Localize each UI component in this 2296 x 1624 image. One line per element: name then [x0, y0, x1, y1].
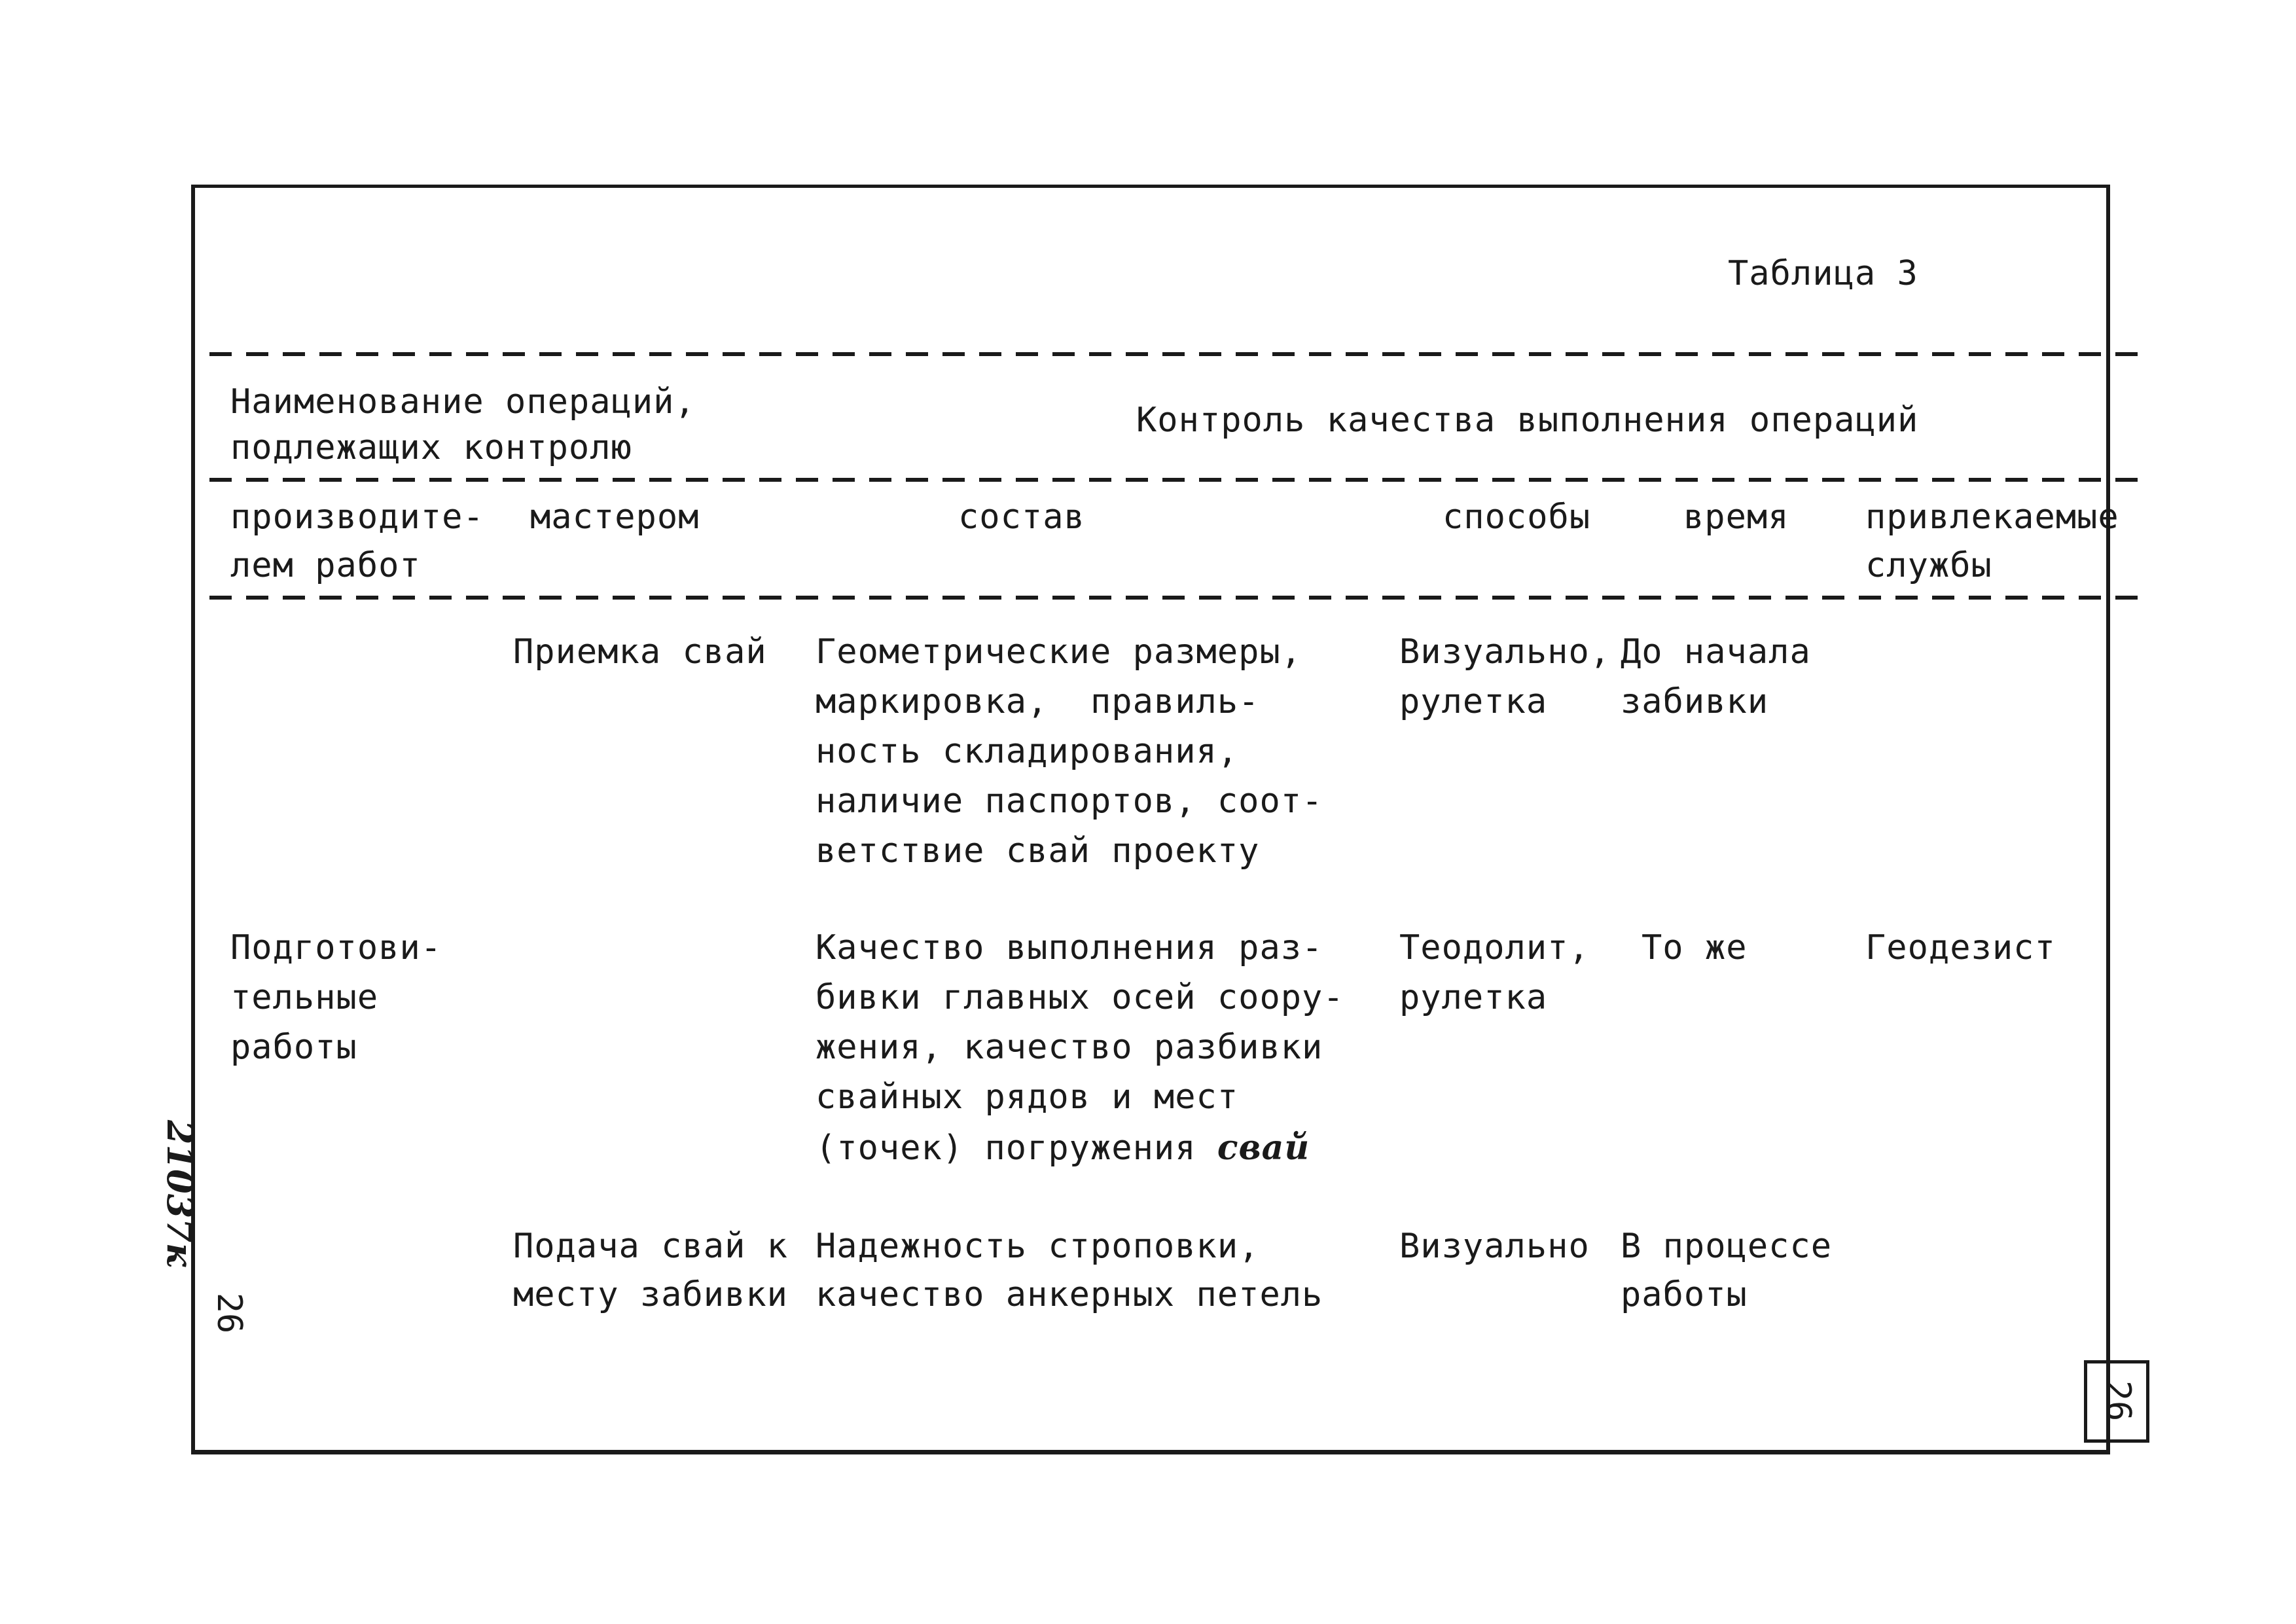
- row1-time-1: До начала: [1621, 632, 1811, 672]
- row2-services-1: Геодезист: [1865, 928, 2056, 967]
- row2-producer-3: работы: [230, 1028, 357, 1067]
- row2-composition-4: свайных рядов и мест: [816, 1077, 1239, 1117]
- subheader-time: время: [1683, 497, 1789, 537]
- row1-composition-1: Геометрические размеры,: [816, 632, 1302, 672]
- dashed-rule-middle: [209, 478, 2140, 482]
- row3-time-2: работы: [1621, 1275, 1748, 1314]
- subheader-services-line1: привлекаемые: [1865, 497, 2119, 537]
- row2-methods-2: рулетка: [1399, 978, 1548, 1017]
- row2-composition-handwritten: свай: [1217, 1128, 1310, 1168]
- subheader-master: мастером: [530, 497, 700, 537]
- row3-master-1: Подача свай к: [513, 1227, 788, 1266]
- row2-composition-2: бивки главных осей соору-: [816, 978, 1344, 1017]
- row3-composition-1: Надежность строповки,: [816, 1227, 1260, 1266]
- margin-doc-number: 21037к: [159, 1120, 201, 1267]
- subheader-services-line2: службы: [1865, 546, 1992, 585]
- row1-methods-1: Визуально,: [1399, 632, 1611, 672]
- row3-master-2: месту забивки: [513, 1275, 788, 1314]
- header-quality-control: Контроль качества выполнения операций: [1136, 401, 1919, 440]
- subheader-composition: состав: [958, 497, 1085, 537]
- row1-composition-2: маркировка, правиль-: [816, 682, 1260, 721]
- row3-methods-1: Визуально: [1399, 1227, 1590, 1266]
- margin-page-number: 26: [209, 1292, 249, 1334]
- dashed-rule-bottom: [209, 596, 2140, 600]
- row3-composition-2: качество анкерных петель: [816, 1275, 1323, 1314]
- row2-composition-3: жения, качество разбивки: [816, 1028, 1323, 1067]
- row1-time-2: забивки: [1621, 682, 1769, 721]
- row2-composition-5-text: (точек) погружения: [816, 1128, 1196, 1168]
- header-operations-line1: Наименование операций,: [230, 382, 696, 422]
- row1-composition-4: наличие паспортов, соот-: [816, 782, 1323, 821]
- row1-composition-3: ность складирования,: [816, 732, 1239, 771]
- dashed-rule-top: [209, 352, 2140, 356]
- row1-master: Приемка свай: [513, 632, 767, 672]
- header-operations-line2: подлежащих контролю: [230, 428, 632, 467]
- page-number: 26: [2098, 1380, 2138, 1422]
- row2-composition-5: [816, 1123, 1310, 1173]
- row2-composition-1: Качество выполнения раз-: [816, 928, 1323, 967]
- row2-time-1: То же: [1641, 928, 1748, 967]
- row2-producer-1: Подготови-: [230, 928, 442, 967]
- subheader-producer-line2: лем работ: [230, 546, 421, 585]
- subheader-producer-line1: производите-: [230, 497, 484, 537]
- row3-time-1: В процессе: [1621, 1227, 1833, 1266]
- row2-methods-1: Теодолит,: [1399, 928, 1590, 967]
- table-caption: Таблица 3: [1728, 254, 1918, 293]
- row2-producer-2: тельные: [230, 978, 379, 1017]
- row1-methods-2: рулетка: [1399, 682, 1548, 721]
- subheader-methods: способы: [1443, 497, 1591, 537]
- row1-composition-5: ветствие свай проекту: [816, 831, 1260, 871]
